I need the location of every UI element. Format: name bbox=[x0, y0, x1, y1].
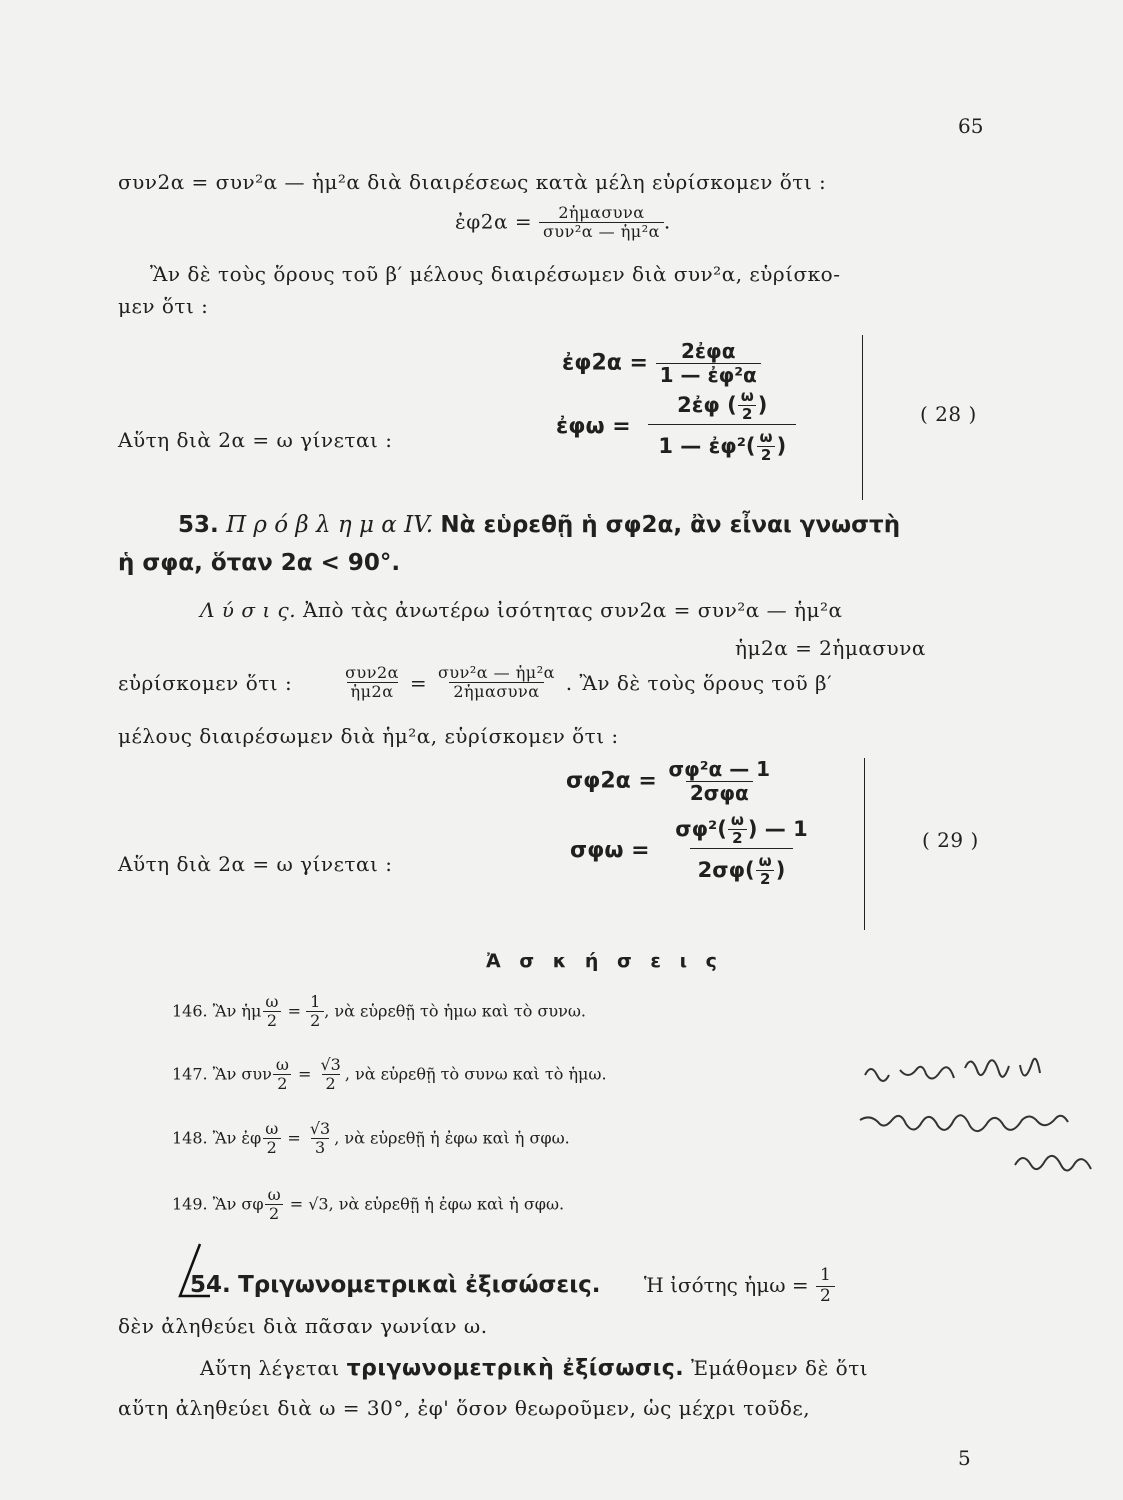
exercise-arg-frac bbox=[261, 993, 282, 1031]
page-number: 65 bbox=[958, 114, 984, 138]
solution-f1-num: συν2α bbox=[345, 663, 399, 682]
f28-den2-pre: 1 — ἐφ² bbox=[658, 433, 746, 458]
solution-frac-2 bbox=[434, 664, 559, 702]
exercise-equals: = bbox=[297, 1064, 312, 1084]
eq-lhs: ἐφ2α = bbox=[455, 209, 533, 234]
exercise-arg-frac bbox=[261, 1120, 282, 1158]
exercise-149 bbox=[172, 1186, 564, 1224]
exercise-value-frac bbox=[306, 993, 324, 1031]
formula-29-line-1 bbox=[566, 758, 774, 805]
solution-equals: = bbox=[409, 670, 428, 695]
f28-den1: 1 — ἐφ²α bbox=[656, 363, 761, 387]
exercise-post: , νὰ εὑρεθῇ τὸ συνω καὶ τὸ ἡμω. bbox=[344, 1064, 607, 1084]
solution-line-3: μέλους διαιρέσωμεν διὰ ἡμ²α, εὑρίσκομεν ὅτι : bbox=[118, 724, 619, 748]
formula-28-side-text: Αὕτη διὰ 2α = ω γίνεται : bbox=[118, 428, 393, 452]
f28-fraction-2 bbox=[648, 388, 796, 464]
f28-num2-frac-den: 2 bbox=[738, 405, 756, 423]
intro-line-3: μεν ὅτι : bbox=[118, 294, 209, 318]
f29-num2-frac bbox=[727, 812, 748, 848]
f29-den2-pre: 2σφ bbox=[697, 857, 746, 882]
section-54-line-3-post: Ἐμάθομεν δὲ ὅτι bbox=[691, 1356, 869, 1380]
f29-den2-frac-num: ω bbox=[758, 851, 772, 870]
problem-53-text-1: Νὰ εὑρεθῇ ἡ σφ2α, ἂν εἶναι γνωστὴ bbox=[440, 512, 901, 538]
exercise-value-num: √3 bbox=[320, 1055, 341, 1074]
f29-den2: 2σφ( $\frac{\omega}{2}$ ) bbox=[690, 848, 794, 889]
exercise-pre: Ἂν ἐφ bbox=[212, 1128, 262, 1148]
eq-fraction bbox=[539, 204, 664, 242]
exercise-post: , νὰ εὑρεθῇ ἡ ἐφω καὶ ἡ σφω. bbox=[328, 1194, 565, 1214]
section-54-text-1: Ἡ ἰσότης ἡμω = bbox=[643, 1273, 809, 1298]
solution-found: εὑρίσκομεν ὅτι : bbox=[118, 670, 293, 695]
eq-denominator: συν²α — ἡμ²α bbox=[539, 222, 664, 241]
solution-text-1: Ἀπὸ τὰς ἀνωτέρω ἰσότητας συν2α = συν²α — ἡμ²α bbox=[302, 598, 843, 622]
exercise-post: , νὰ εὑρεθῇ τὸ ἡμω καὶ τὸ συνω. bbox=[324, 1001, 586, 1021]
section-54-title: Τριγωνομετρικαὶ ἐξισώσεις. bbox=[238, 1272, 601, 1299]
exercise-value-num: √3 bbox=[309, 1119, 331, 1138]
section-54-line-3-bold: τριγωνομετρικὴ ἐξίσωσις. bbox=[346, 1356, 685, 1381]
formula-28-line-2 bbox=[556, 388, 796, 464]
exercise-arg-den: 2 bbox=[273, 1074, 291, 1093]
formula-29-tag: ( 29 ) bbox=[922, 828, 979, 852]
formula-28-tag: ( 28 ) bbox=[920, 402, 977, 426]
exercise-pre: Ἂν σφ bbox=[212, 1194, 264, 1214]
formula-29-brace bbox=[864, 758, 865, 930]
exercise-arg-den: 2 bbox=[265, 1204, 283, 1223]
f29-den2-frac bbox=[755, 853, 776, 889]
exercise-148 bbox=[172, 1120, 570, 1158]
intro-line-2: Ἂν δὲ τοὺς ὅρους τοῦ β′ μέλους διαιρέσωμεν διὰ συν²α, εὑρίσκο- bbox=[150, 262, 841, 286]
intro-line-1: συν2α = συν²α — ἡμ²α διὰ διαιρέσεως κατὰ μέλη εὑρίσκομεν ὅτι : bbox=[118, 170, 827, 194]
exercise-value-frac bbox=[306, 1120, 334, 1158]
problem-53-heading bbox=[178, 512, 900, 538]
exercise-number: 149. bbox=[172, 1194, 208, 1214]
f28-lhs2: ἐφω = bbox=[556, 413, 631, 439]
section-54-line-3 bbox=[200, 1356, 868, 1381]
exercise-147 bbox=[172, 1056, 607, 1094]
solution-f2-num: συν²α — ἡμ²α bbox=[437, 663, 555, 682]
solution-line-1b: ἡμ2α = 2ἡμασυνα bbox=[735, 636, 926, 660]
formula-28-line-1 bbox=[562, 340, 761, 387]
exercise-pre: Ἂν ἡμ bbox=[212, 1001, 262, 1021]
f29-lhs1: σφ2α = bbox=[566, 768, 657, 794]
solution-line-2 bbox=[118, 664, 832, 702]
exercise-value-den: 3 bbox=[311, 1138, 329, 1157]
f29-num2-frac-num: ω bbox=[730, 811, 744, 829]
solution-after: . Ἂν δὲ τοὺς ὅρους τοῦ β′ bbox=[565, 670, 833, 695]
exercises-heading: Ἀ σ κ ή σ ε ι ς bbox=[486, 950, 723, 972]
f28-lhs1: ἐφ2α = bbox=[562, 350, 648, 376]
f29-num2-pre: σφ² bbox=[675, 816, 718, 841]
f29-lhs2: σφω = bbox=[570, 837, 650, 863]
formula-28-brace bbox=[862, 335, 863, 500]
f29-num2-post: — 1 bbox=[764, 816, 808, 841]
f29-num2: σφ²( $\frac{\omega}{2}$ ) — 1 bbox=[675, 811, 808, 848]
eq-period: . bbox=[663, 209, 671, 234]
f29-den1: 2σφα bbox=[686, 781, 753, 805]
exercise-arg-frac bbox=[264, 1186, 285, 1224]
exercise-arg-den: 2 bbox=[263, 1138, 281, 1157]
section-54-line-3-pre: Αὕτη λέγεται bbox=[200, 1356, 340, 1380]
f28-den2-frac bbox=[756, 429, 777, 465]
problem-53-text-2: ἡ σφα, ὅταν 2α < 90°. bbox=[118, 550, 401, 576]
f29-num2-frac-den: 2 bbox=[728, 829, 746, 847]
exercise-number: 146. bbox=[172, 1001, 208, 1021]
formula-29-side-text: Αὕτη διὰ 2α = ω γίνεται : bbox=[118, 852, 393, 876]
exercise-arg-num: ω bbox=[275, 1055, 289, 1074]
section-54-number: 54. bbox=[190, 1272, 231, 1299]
f28-fraction-1 bbox=[656, 340, 761, 387]
problem-53-label: Π ρ ό β λ η μ α IV. bbox=[226, 512, 434, 538]
exercise-number: 147. bbox=[172, 1064, 208, 1084]
f28-num1: 2ἐφα bbox=[681, 339, 736, 363]
solution-frac-1 bbox=[341, 664, 403, 702]
exercise-number: 148. bbox=[172, 1128, 208, 1148]
problem-53-number: 53. bbox=[178, 512, 219, 538]
solution-f2-den: 2ἡμασυνα bbox=[449, 682, 543, 701]
section-54-line-4: αὕτη ἀληθεύει διὰ ω = 30°, ἐφ' ὅσον θεωροῦμεν, ὡς μέχρι τοῦδε, bbox=[118, 1396, 811, 1420]
exercise-equals: = √3 bbox=[289, 1194, 329, 1214]
f28-den2-frac-num: ω bbox=[759, 427, 773, 446]
f28-num2: 2ἐφ ( $\frac{\omega}{2}$ ) bbox=[677, 387, 768, 424]
exercise-arg-num: ω bbox=[267, 1185, 281, 1204]
f28-num2-frac-num: ω bbox=[740, 387, 754, 405]
f28-den2-frac-den: 2 bbox=[757, 446, 775, 464]
section-54-line-2: δὲν ἀληθεύει διὰ πᾶσαν γωνίαν ω. bbox=[118, 1314, 488, 1338]
section-54-fraction bbox=[816, 1266, 835, 1306]
exercise-arg-frac bbox=[272, 1056, 293, 1094]
formula-29-line-2 bbox=[570, 812, 816, 888]
section-54-frac-num: 1 bbox=[819, 1265, 831, 1285]
exercise-arg-den: 2 bbox=[263, 1011, 281, 1030]
exercise-arg-num: ω bbox=[265, 1119, 279, 1138]
section-54-frac-den: 2 bbox=[816, 1286, 835, 1307]
solution-label: Λ ύ σ ι ς. bbox=[200, 598, 297, 622]
footer-page-number: 5 bbox=[958, 1446, 971, 1470]
exercise-post: , νὰ εὑρεθῇ ἡ ἐφω καὶ ἡ σφω. bbox=[334, 1128, 570, 1148]
exercise-pre: Ἂν συν bbox=[212, 1064, 272, 1084]
exercise-value-den: 2 bbox=[306, 1011, 324, 1030]
f28-den2: 1 — ἐφ²( $\frac{\omega}{2}$ ) bbox=[648, 424, 796, 465]
f29-fraction-2 bbox=[667, 812, 816, 888]
f28-num2-frac bbox=[737, 388, 758, 424]
handwritten-annotation bbox=[855, 1040, 1121, 1190]
exercise-value-den: 2 bbox=[322, 1074, 340, 1093]
f29-den2-frac-den: 2 bbox=[756, 870, 774, 888]
f29-num1: σφ²α — 1 bbox=[668, 757, 771, 781]
exercise-arg-num: ω bbox=[265, 992, 279, 1011]
intro-equation bbox=[455, 204, 671, 242]
f29-fraction-1 bbox=[665, 758, 775, 805]
exercise-value-num: 1 bbox=[310, 992, 321, 1011]
exercise-value-frac bbox=[316, 1056, 344, 1094]
solution-f1-den: ἡμ2α bbox=[347, 682, 398, 701]
f28-num2-pre: 2ἐφ bbox=[677, 392, 720, 417]
solution-line-1 bbox=[200, 598, 842, 622]
exercise-146 bbox=[172, 993, 586, 1031]
exercise-equals: = bbox=[287, 1128, 301, 1148]
exercise-equals: = bbox=[287, 1001, 301, 1021]
section-54-heading bbox=[190, 1266, 835, 1306]
eq-numerator: 2ἡμασυνα bbox=[558, 203, 645, 222]
